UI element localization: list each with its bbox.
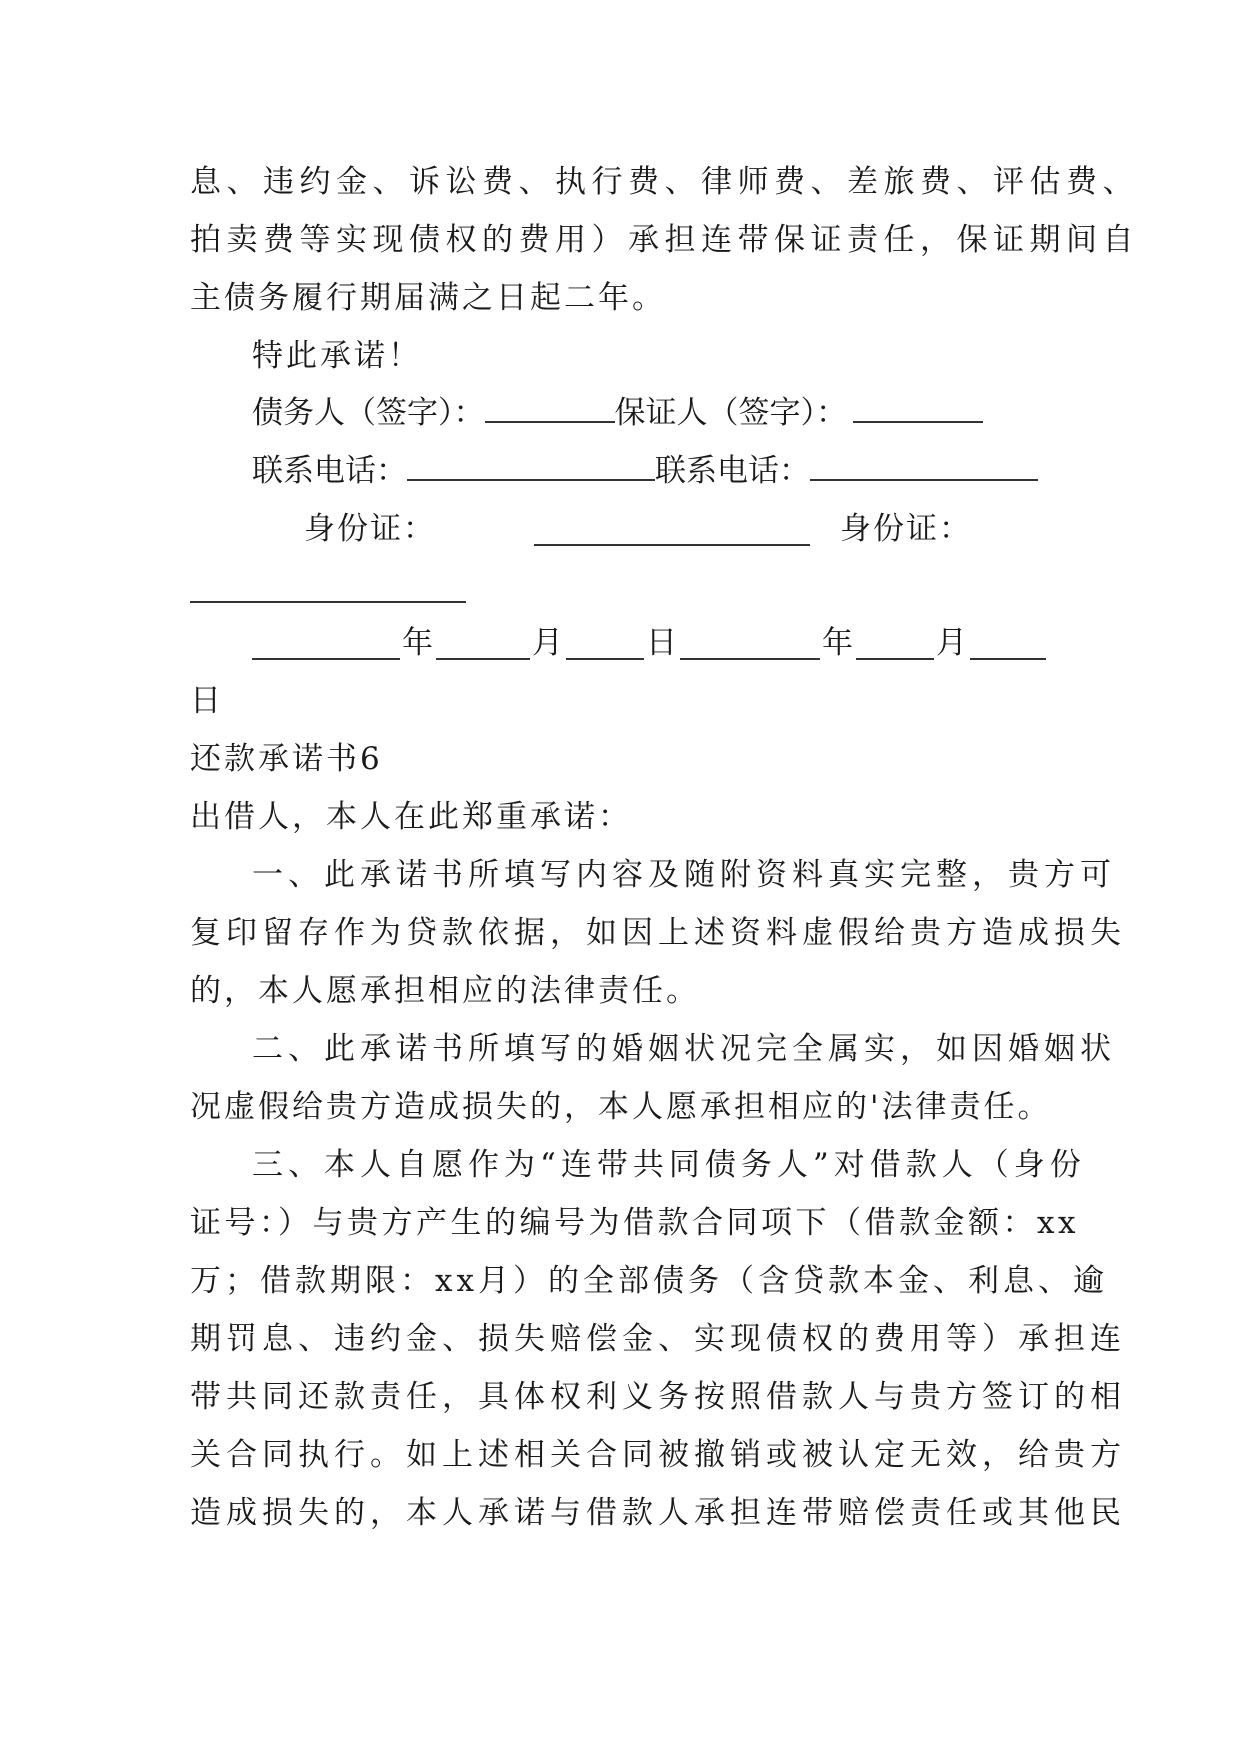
- debtor-sign-label: 债务人（签字）：: [252, 395, 485, 431]
- id-blank: [190, 601, 466, 603]
- text-line: 二、此承诺书所填写的婚姻状况完全属实，如因婚姻状: [252, 1031, 1116, 1067]
- text-line: 特此承诺！: [252, 338, 422, 374]
- text-line: 拍卖费等实现债权的费用）承担连带保证责任，保证期间自: [190, 222, 1139, 258]
- text-line: 复印留存作为贷款依据，如因上述资料虚假给贵方造成损失: [190, 915, 1126, 951]
- id-label: 身 份 证 ：: [304, 511, 434, 547]
- text-line: 一、此承诺书所填写内容及随附资料真实完整，贵方可: [252, 857, 1116, 893]
- guarantor-sign-blank: [853, 393, 983, 423]
- year-blank: [680, 658, 820, 660]
- day-label: 日: [646, 625, 680, 661]
- guarantor-sign-label: 保证人（签字）：: [614, 395, 847, 431]
- month-label: 月: [936, 625, 970, 661]
- text-line: 万；借款期限：xx月）的全部债务（含贷款本金、利息、逾: [190, 1263, 1108, 1299]
- text-line: 三、本人自愿作为“连带共同债务人”对借款人（身份: [252, 1147, 1086, 1183]
- month-blank: [856, 658, 934, 660]
- phone-label: 联系电话：: [655, 453, 810, 489]
- text-line: 带共同还款责任，具体权利义务按照借款人与贵方签订的相: [190, 1379, 1126, 1415]
- phone-label: 联系电话：: [252, 453, 407, 489]
- text-line: 息、违约金、诉讼费、执行费、律师费、差旅费、评估费、: [190, 164, 1139, 200]
- text-line: 出借人，本人在此郑重承诺：: [190, 799, 632, 835]
- text-line: 况虚假给贵方造成损失的，本人愿承担相应的'法律责任。: [190, 1089, 1052, 1125]
- day-blank: [970, 658, 1046, 660]
- text-line: 主债务履行期届满之日起二年。: [190, 280, 666, 316]
- text-line: 期罚息、违约金、损失赔偿金、实现债权的费用等）承担连: [190, 1321, 1126, 1357]
- id-label: 身 份 证 ：: [840, 511, 970, 547]
- signature-row: [252, 393, 983, 433]
- month-label: 月: [532, 625, 566, 661]
- debtor-sign-blank: [485, 393, 615, 423]
- phone-row: [252, 451, 1038, 491]
- text-line: 造成损失的，本人承诺与借款人承担连带赔偿责任或其他民: [190, 1495, 1126, 1531]
- section-heading: 还款承诺书6: [190, 741, 383, 777]
- phone-blank: [407, 451, 655, 481]
- phone-blank: [810, 451, 1038, 481]
- year-blank: [252, 658, 400, 660]
- year-label: 年: [822, 625, 856, 661]
- month-blank: [436, 658, 530, 660]
- id-blank: [534, 544, 810, 546]
- day-label: 日: [190, 683, 224, 719]
- text-line: 关合同执行。如上述相关合同被撤销或被认定无效，给贵方: [190, 1437, 1126, 1473]
- text-line: 证号：）与贵方产生的编号为借款合同项下（借款金额：xx: [190, 1205, 1079, 1241]
- text-line: 的，本人愿承担相应的法律责任。: [190, 973, 700, 1009]
- day-blank: [566, 658, 644, 660]
- year-label: 年: [402, 625, 436, 661]
